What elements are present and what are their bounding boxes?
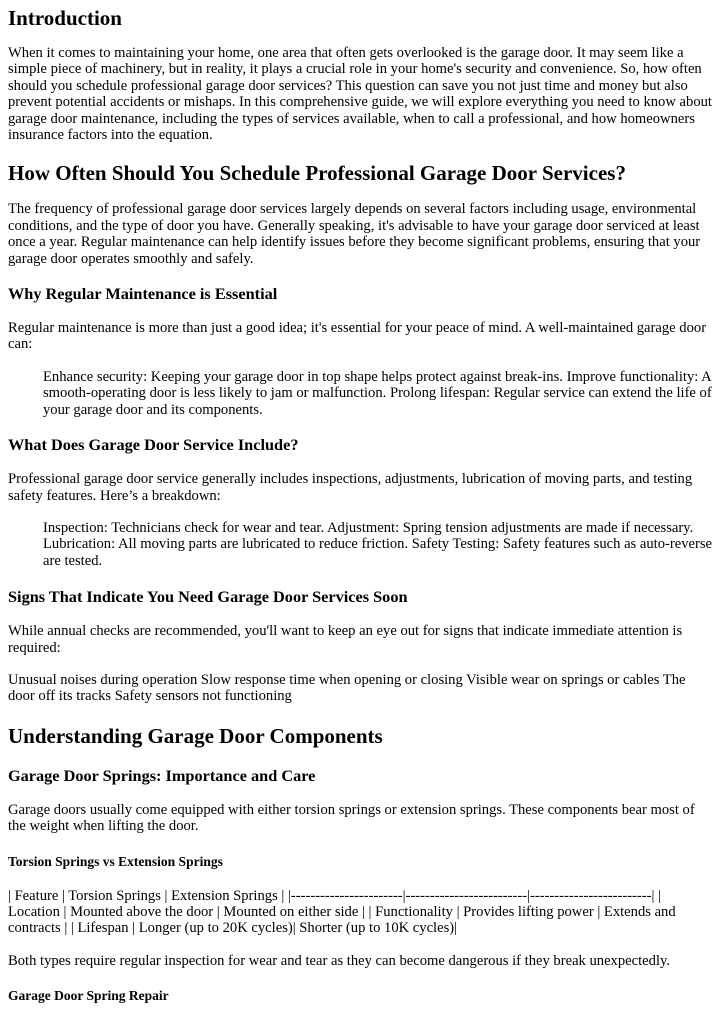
intro-heading: Introduction	[8, 6, 122, 30]
signs-list-text: Unusual noises during operation Slow response time when opening or closing Visible wear on springs or cables The door off its tracks Safety sensors not functioning	[8, 671, 686, 705]
components-heading: Understanding Garage Door Components	[8, 723, 383, 748]
springs-heading: Garage Door Springs: Importance and Care	[8, 765, 316, 785]
article	[0, 6, 720, 1004]
schedule-heading: How Often Should You Schedule Professional Garage Door Services?	[8, 161, 626, 186]
springs-paragraph: Garage doors usually come equipped with either torsion springs or extension springs. These components bear most of the weight when lifting the door.	[8, 801, 695, 835]
signs-paragraph: While annual checks are recommended, you'll want to keep an eye out for signs that indicate immediate attention is required:	[8, 623, 683, 656]
service-includes-heading: What Does Garage Door Service Include?	[8, 435, 299, 455]
spring-repair-heading: Garage Door Spring Repair	[8, 988, 169, 1004]
why-maintenance-quote: Enhance security: Keeping your garage door in top shape helps protect against break-ins. Improve functionality: A smooth-operating door is less likely to jam or malfunction. Prolong lifespan: Regular service can extend the life of your garage door and its components.	[43, 368, 712, 418]
why-maintenance-paragraph: Regular maintenance is more than just a good idea; it's essential for your peace of mind. A well-maintained garage door can:	[8, 320, 707, 353]
torsion-vs-extension-heading: Torsion Springs vs Extension Springs	[8, 853, 223, 869]
spring-comparison-table-text: | Feature | Torsion Springs | Extension Springs | |-----------------------|-------------------------|-------------------------| | Location | Mounted above the door | Mounted on either side | | Functionality | Provides lifting power | Extends and contracts | | Lifespan | Longer (up to 20K cycles)| Shorter (up to 10K cycles)|	[8, 887, 676, 937]
torsion-vs-extension-paragraph: Both types require regular inspection for wear and tear as they can become dangerous if they break unexpectedly.	[8, 952, 670, 969]
service-includes-paragraph: Professional garage door service generally includes inspections, adjustments, lubrication of moving parts, and testing safety features. Here’s a breakdown:	[8, 471, 693, 504]
signs-heading: Signs That Indicate You Need Garage Door Services Soon	[8, 587, 408, 607]
intro-paragraph: When it comes to maintaining your home, one area that often gets overlooked is the garage door. It may seem like a simple piece of machinery, but in reality, it plays a crucial role in your home's security and convenience. So, how often should you schedule professional garage door services? This question can save you not just time and money but also prevent potential accidents or mishaps. In this comprehensive guide, we will explore everything you need to know about garage door maintenance, including the types of services available, when to call a professional, and how homeowners insurance factors into the equation.	[8, 45, 712, 144]
schedule-paragraph: The frequency of professional garage door services largely depends on several factors including usage, environmental conditions, and the type of door you have. Generally speaking, it's advisable to have your garage door serviced at least once a year. Regular maintenance can help identify issues before they become significant problems, ensuring that your garage door operates smoothly and safely.	[8, 201, 701, 267]
why-maintenance-heading: Why Regular Maintenance is Essential	[8, 284, 278, 304]
service-includes-quote: Inspection: Technicians check for wear and tear. Adjustment: Spring tension adjustments are made if necessary. Lubrication: All moving parts are lubricated to reduce friction. Safety Testing: Safety features such as auto-reverse are tested.	[43, 519, 712, 569]
